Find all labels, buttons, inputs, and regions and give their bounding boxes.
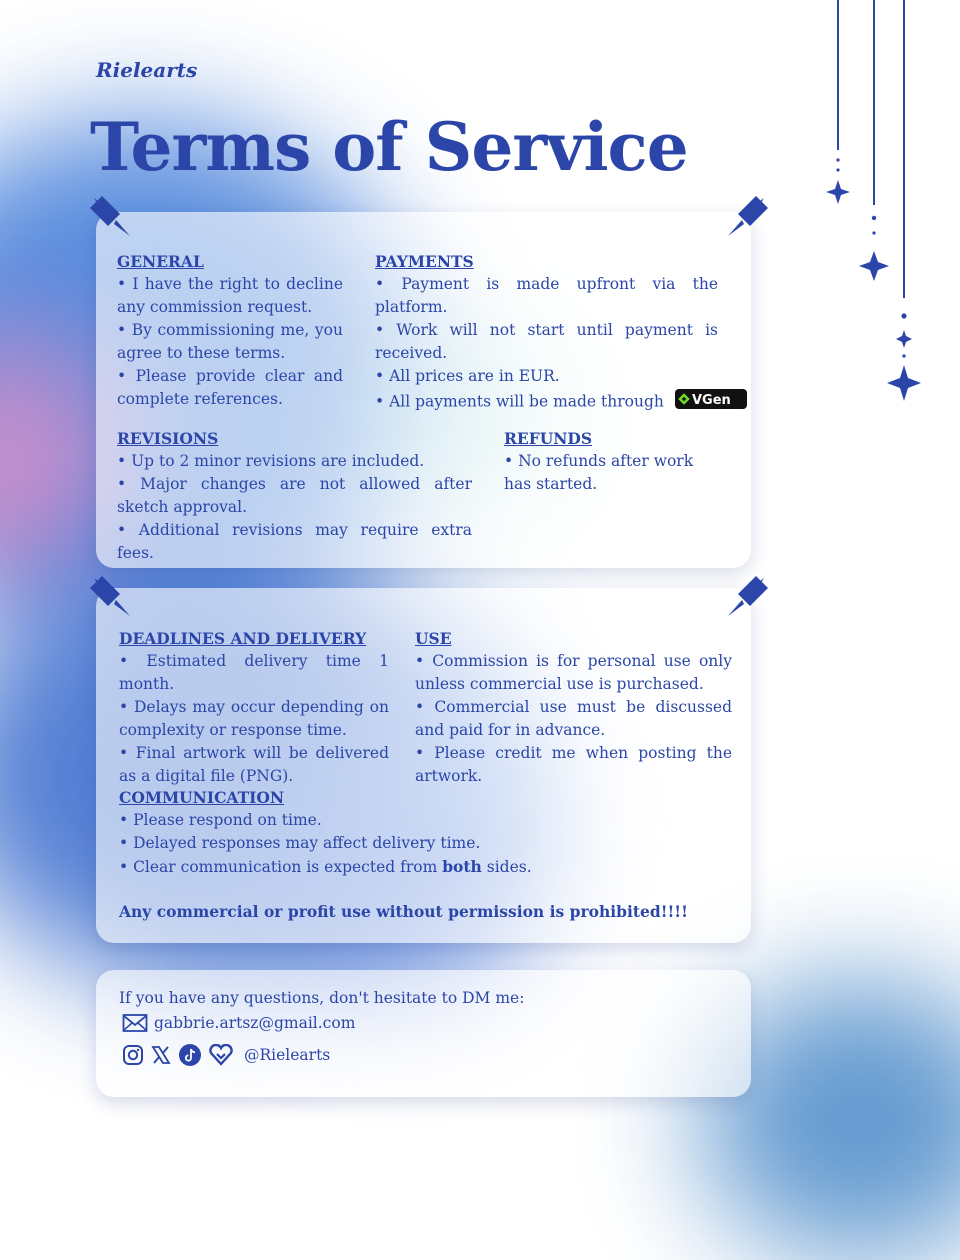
email-row bbox=[122, 1012, 355, 1034]
warning-text: Any commercial or profit use without permission is prohibited!!!! bbox=[119, 902, 688, 921]
section-heading: GENERAL bbox=[117, 252, 204, 271]
list-item: • Final artwork will be delivered as a digital file (PNG). bbox=[119, 744, 389, 785]
general-section bbox=[117, 250, 343, 411]
list-item: • Please credit me when posting the artwork. bbox=[415, 744, 732, 785]
section-heading: DEADLINES AND DELIVERY bbox=[119, 629, 367, 648]
list-item: • Commercial use must be discussed and paid for in advance. bbox=[415, 698, 732, 739]
section-heading: PAYMENTS bbox=[375, 252, 474, 271]
brand-logo: Rielearts bbox=[96, 58, 198, 82]
social-row bbox=[122, 1043, 330, 1067]
pushpin-icon bbox=[86, 192, 136, 242]
email-address[interactable]: gabbrie.artsz@gmail.com bbox=[154, 1014, 356, 1032]
refunds-section bbox=[504, 427, 704, 496]
list-item: • By commissioning me, you agree to these terms. bbox=[117, 321, 343, 362]
list-item: • No refunds after work has started. bbox=[504, 452, 694, 493]
list-item: • Delayed responses may affect delivery time. bbox=[119, 834, 481, 852]
list-item: • Delays may occur depending on complexity or response time. bbox=[119, 698, 389, 739]
list-item: • Work will not start until payment is received. bbox=[375, 321, 718, 362]
tiktok-icon[interactable] bbox=[178, 1043, 202, 1067]
list-item: • Payment is made upfront via the platform. bbox=[375, 275, 718, 316]
revisions-section bbox=[117, 427, 472, 565]
list-item: • Please respond on time. bbox=[119, 811, 322, 829]
list-item: • All prices are in EUR. bbox=[375, 367, 560, 385]
list-item: • All payments will be made through VGen bbox=[375, 388, 718, 417]
list-item: • Major changes are not allowed after sketch approval. bbox=[117, 475, 472, 516]
section-heading: REFUNDS bbox=[504, 429, 593, 448]
social-handle[interactable]: @Rielearts bbox=[244, 1046, 331, 1064]
list-item: • Please provide clear and complete references. bbox=[117, 367, 343, 408]
x-icon[interactable] bbox=[150, 1044, 172, 1066]
mail-icon bbox=[122, 1013, 148, 1033]
list-item: • I have the right to decline any commission request. bbox=[117, 275, 343, 316]
deadlines-section bbox=[119, 627, 389, 788]
instagram-icon[interactable] bbox=[122, 1044, 144, 1066]
list-item: • Additional revisions may require extra fees. bbox=[117, 521, 472, 562]
pushpin-icon bbox=[86, 572, 136, 622]
contact-intro: If you have any questions, don't hesitate to DM me: bbox=[119, 989, 525, 1007]
svg-text:VGen: VGen bbox=[691, 393, 731, 408]
section-heading: USE bbox=[415, 629, 452, 648]
vgen-icon[interactable] bbox=[208, 1044, 234, 1066]
payments-section bbox=[375, 250, 731, 417]
list-item: • Clear communication is expected from both sides. bbox=[119, 857, 532, 876]
use-section bbox=[415, 627, 732, 788]
pushpin-icon bbox=[722, 572, 772, 622]
section-heading: REVISIONS bbox=[117, 429, 219, 448]
list-item: • Commission is for personal use only unless commercial use is purchased. bbox=[415, 652, 732, 693]
list-item: • Estimated delivery time 1 month. bbox=[119, 652, 389, 693]
communication-section bbox=[119, 786, 719, 879]
vgen-logo bbox=[675, 388, 747, 417]
page-title: Terms of Service bbox=[90, 108, 688, 186]
pushpin-icon bbox=[722, 192, 772, 242]
list-item: • Up to 2 minor revisions are included. bbox=[117, 452, 425, 470]
section-heading: COMMUNICATION bbox=[119, 788, 285, 807]
